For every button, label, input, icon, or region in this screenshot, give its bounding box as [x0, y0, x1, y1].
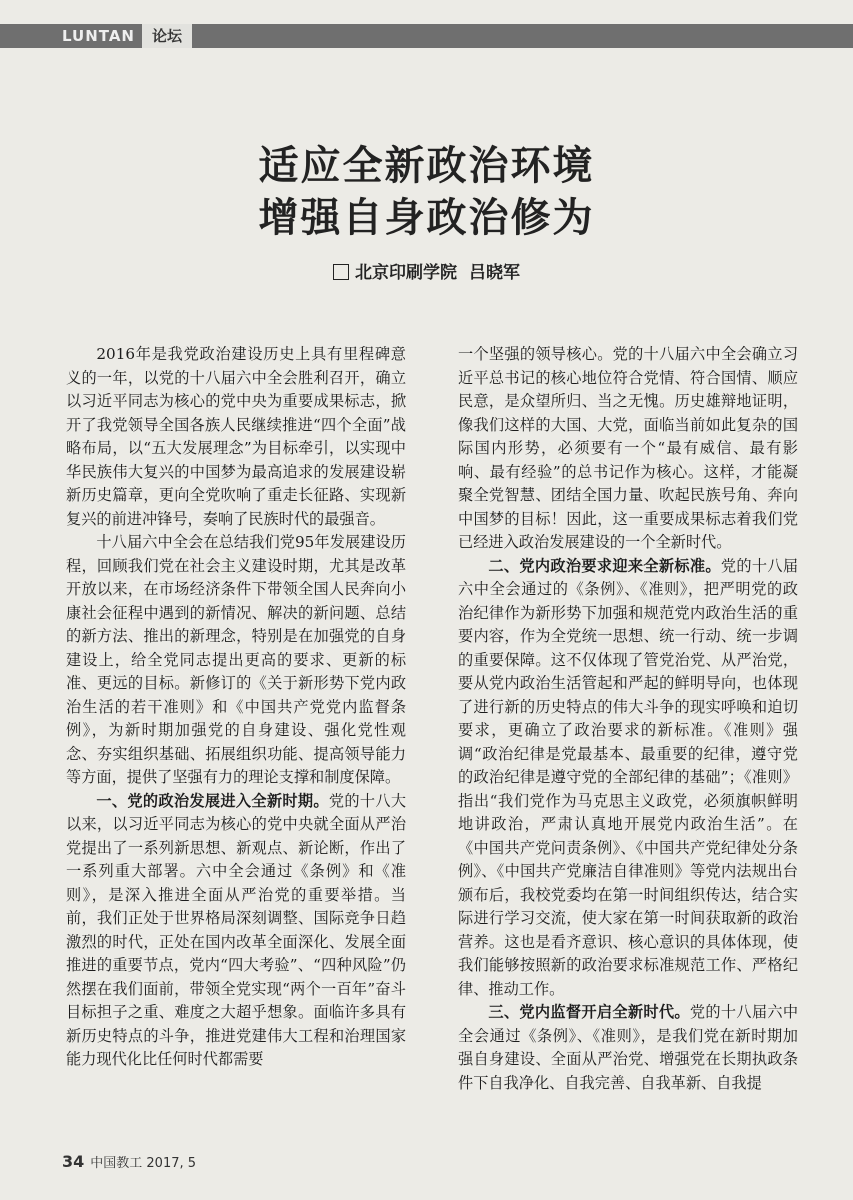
paragraph: 一个坚强的领导核心。党的十八届六中全会确立习近平总书记的核心地位符合党情、符合国情、顺应民意，是众望所归、当之无愧。历史雄辩地证明，像我们这样的大国、大党，面临当前如此复杂的国际国内形势，必须要有一个“最有威信、最有影响、最有经验”的总书记作为核心。这样，才能凝聚全党智慧、团结全国力量、吹起民族号角、奔向中国梦的目标！因此，这一重要成果标志着我们党已经进入政治发展建设的一个全新时代。 — [458, 345, 798, 551]
section-header-bar — [0, 24, 853, 48]
page-number: 34 — [62, 1152, 85, 1171]
title-line-1: 适应全新政治环境 — [258, 143, 595, 189]
section-heading-2: 二、党内政治要求迎来全新标准。 — [488, 556, 721, 575]
byline — [0, 258, 853, 283]
section-label-en: LUNTAN — [62, 27, 135, 45]
article-title — [0, 140, 853, 244]
box-marker-icon — [333, 264, 349, 280]
section-heading-1: 一、党的政治发展进入全新时期。 — [96, 791, 329, 810]
paragraph: 2016年是我党政治建设历史上具有里程碑意义的一年，以党的十八届六中全会胜利召开，确立以习近平同志为核心的党中央为重要成果标志，掀开了我党领导全国各族人民继续推进“四个全面”战略布局，以“五大发展理念”为目标牵引，以实现中华民族伟大复兴的中国梦为最高追求的发展建设崭新历史篇章，更向全党吹响了重走长征路、实现新复兴的前进冲锋号，奏响了民族时代的最强音。 — [66, 345, 406, 528]
right-column — [458, 343, 798, 1139]
left-column — [66, 343, 406, 1139]
paragraph — [66, 790, 406, 1072]
paragraph — [458, 555, 798, 1002]
journal-info: 中国教工 2017, 5 — [90, 1156, 197, 1171]
section-heading-3: 三、党内监督开启全新时代。 — [488, 1003, 690, 1021]
title-line-2: 增强自身政治修为 — [258, 195, 595, 241]
page-footer — [62, 1152, 196, 1171]
author-name: 吕晓军 — [469, 263, 520, 283]
author-affiliation: 北京印刷学院 — [355, 263, 457, 283]
paragraph-text: 党的十八届六中全会通过《条例》、《准则》，是我们党在新时期加强自身建设、全面从严治党、增强党在长期执政条件下自我净化、自我完善、自我革新、自我提 — [458, 1003, 798, 1092]
section-label-cn: 论坛 — [142, 24, 192, 48]
paragraph-text: 党的十八届六中全会通过的《条例》、《准则》，把严明党的政治纪律作为新形势下加强和规范党内政治生活的重要内容，作为全党统一思想、统一行动、统一步调的重要保障。这不仅体现了管党治党、从严治党，要从党内政治生活管起和严起的鲜明导向，也体现了进行新的历史特点的伟大斗争的现实呼唤和迫切要求，更确立了政治要求的新标准。《准则》强调“政治纪律是党最基本、最重要的纪律，遵守党的政治纪律是遵守党的全部纪律的基础”；《准则》指出“我们党作为马克思主义政党，必须旗帜鲜明地讲政治，严肃认真地开展党内政治生活”。在《中国共产党问责条例》、《中国共产党纪律处分条例》、《中国共产党廉洁自律准则》等党内法规出台颁布后，我校党委均在第一时间组织传达，结合实际进行学习交流，使大家在第一时间获取新的政治营养。这也是看齐意识、核心意识的具体体现，使我们能够按照新的政治要求标准规范工作、严格纪律、推动工作。 — [458, 556, 798, 998]
paragraph: 十八届六中全会在总结我们党95年发展建设历程，回顾我们党在社会主义建设时期，尤其是改革开放以来，在市场经济条件下带领全国人民奔向小康社会征程中遇到的新情况、解决的新问题、总结的新方法、推出的新理念，特别是在加强党的自身建设上，给全党同志提出更高的要求、更新的标准、更远的目标。新修订的《关于新形势下党内政治生活的若干准则》和《中国共产党党内监督条例》，为新时期加强党的自身建设、强化党性观念、夯实组织基础、拓展组织功能、提高领导能力等方面，提供了坚强有力的理论支撑和制度保障。 — [66, 533, 406, 786]
paragraph — [458, 1001, 798, 1095]
paragraph-text: 党的十八大以来，以习近平同志为核心的党中央就全面从严治党提出了一系列新思想、新观点、新论断，作出了一系列重大部署。六中全会通过《条例》和《准则》，是深入推进全面从严治党的重要举措。当前，我们正处于世界格局深刻调整、国际竞争日趋激烈的时代，正处在国内改革全面深化、发展全面推进的重要节点，党内“四大考验”、“四种风险”仍然摆在我们面前，带领全党实现“两个一百年”奋斗目标担子之重、难度之大超乎想象。面临许多具有新历史特点的斗争，推进党建伟大工程和治理国家能力现代化比任何时代都需要 — [66, 791, 406, 1068]
